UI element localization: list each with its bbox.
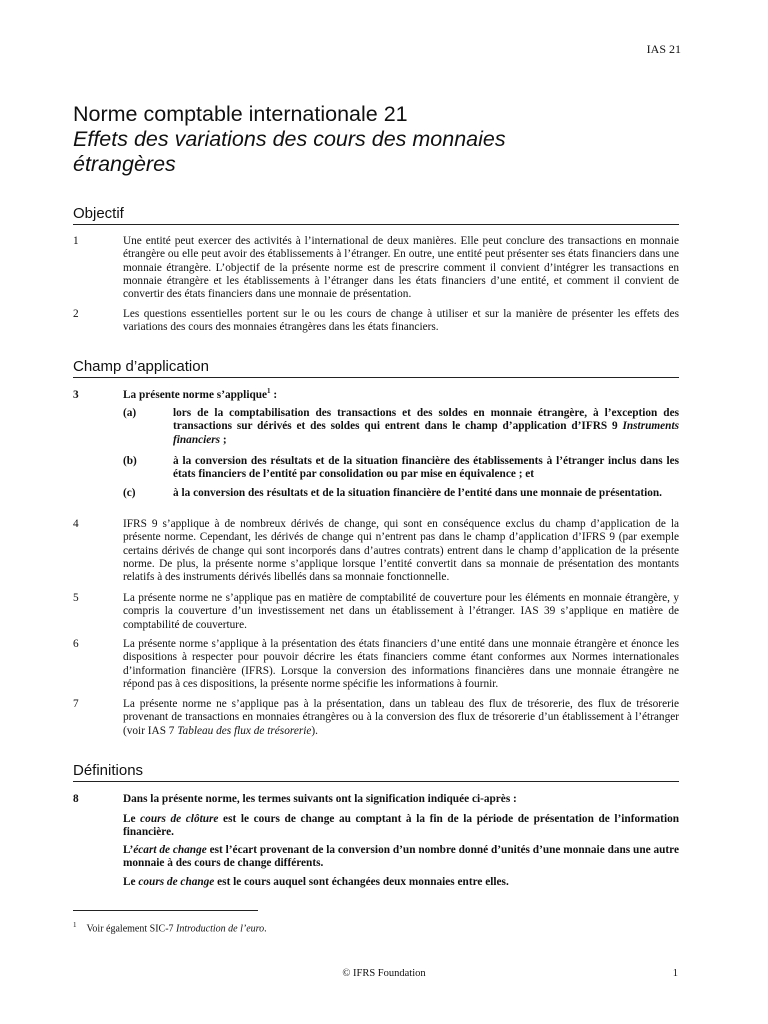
paragraph-lead: La présente norme s’applique (123, 389, 268, 401)
scope-item-c (123, 487, 679, 500)
italic-title: Tableau des flux de trésorerie (177, 724, 312, 737)
paragraph-6 (73, 638, 679, 691)
paragraph-3 (73, 389, 679, 402)
item-label: (b) (123, 455, 137, 467)
paragraph-2 (73, 308, 679, 335)
defined-term: cours de change (138, 876, 215, 888)
paragraph-number: 5 (73, 592, 79, 604)
definition-ecart-de-change: L’écart de change est l’écart provenant de la conversion d’un nombre donné d’unités d’une monnaie dans une autre monnaie à des cours de change différents. (123, 844, 679, 870)
section-heading-definitions: Définitions (73, 762, 679, 782)
paragraph-8 (73, 793, 679, 806)
paragraph-5 (73, 592, 679, 632)
paragraph-text (123, 389, 679, 402)
paragraph-text: La présente norme ne s’applique pas en matière de comptabilité de couverture pour les éléments en monnaie étrangère, y compris la couverture d’un investissement net dans un établissement à l’étranger. IAS 39 s’applique en matière de comptabilité de couverture. (123, 592, 679, 631)
page-title: Norme comptable internationale 21 (73, 102, 408, 126)
scope-item-a (123, 407, 679, 447)
section-heading-champ: Champ d’application (73, 358, 679, 378)
title-block (73, 102, 693, 177)
paragraph-text: IFRS 9 s’applique à de nombreux dérivés de change, qui sont en conséquence exclus du champ d’application de la présente norme. Cependant, les dérivés de change qui n’entrent pas dans le champ d’application d’IFRS 9 (par exemple certains dérivés de change qui sont incorporés dans d’autres contrats) entrent dans le champ d’application de la présente norme. De plus, la présente norme s’applique lorsque l’entité convertit dans sa monnaie de présentation des montants relatifs à des instruments dérivés libellés dans sa monnaie fonctionnelle. (123, 518, 679, 584)
item-label: (c) (123, 487, 136, 499)
italic-title: Introduction de l’euro (176, 923, 265, 935)
section-heading-objectif: Objectif (73, 205, 679, 225)
defined-term: écart de change (133, 844, 207, 856)
page-subtitle-line1: Effets des variations des cours des monnaies (73, 127, 506, 151)
definition-cours-de-change: Le cours de change est le cours auquel sont échangées deux monnaies entre elles. (123, 876, 509, 888)
paragraph-number: 4 (73, 518, 79, 530)
page-number: 1 (672, 968, 678, 979)
paragraph-7 (73, 698, 679, 738)
footnote: $^1$ Voir également SIC-7 Introduction de l’euro. (73, 921, 267, 935)
item-text: à la conversion des résultats et de la situation financière des établissements à l’étranger inclus dans les états financiers de l’entité par consolidation ou par mise en équivalence ; et (173, 455, 679, 481)
colon: : (270, 389, 278, 401)
footnote-ref[interactable]: 1 (267, 387, 271, 396)
paragraph-text: Les questions essentielles portent sur le ou les cours de change à utiliser et sur la manière de présenter les effets des variations des cours des monnaies étrangères dans les états financiers. (123, 308, 679, 334)
paragraph-4 (73, 518, 679, 584)
paragraph-1 (73, 235, 679, 301)
paragraph-text: La présente norme s’applique à la présentation des états financiers d’une entité dans une monnaie étrangère et énonce les dispositions à respecter pour pouvoir décrire les états financiers comme étant conformes aux Normes internationales d’information financière (IFRS). Lorsque la conversion des informations financières dans une monnaie étrangère ne répond pas à ces dispositions, la présente norme spécifie les informations à fournir. (123, 638, 679, 690)
paragraph-number: 1 (73, 235, 79, 247)
paragraph-number: 7 (73, 698, 79, 710)
defined-term: cours de clôture (140, 813, 219, 825)
paragraph-number: 3 (73, 389, 79, 401)
paragraph-number: 6 (73, 638, 79, 650)
item-text: lors de la comptabilisation des transactions et des soldes en monnaie étrangère, à l’exception des transactions sur dérivés et des soldes qui entrent dans le champ d’application d’IFRS 9 Instruments financiers ; (173, 407, 679, 446)
paragraph-number: 2 (73, 308, 79, 320)
scope-item-b (123, 455, 679, 482)
footer-copyright: © IFRS Foundation (342, 968, 426, 979)
item-label: (a) (123, 407, 137, 419)
paragraph-text: Dans la présente norme, les termes suivants ont la signification indiquée ci-après : (123, 793, 517, 805)
paragraph-number: 8 (73, 793, 79, 805)
paragraph-text: Une entité peut exercer des activités à l’international de deux manières. Elle peut conclure des transactions en monnaie étrangère ou elle peut avoir des établissements à l’étranger. En outre, une entité peut présenter ses états financiers dans une monnaie étrangère. L’objectif de la présente norme est de prescrire comment il convient d’intégrer les transactions en monnaie étrangère et les établissements à l’étranger dans les états financiers d’une entité, et comment il convient de convertir des états financiers dans une monnaie de présentation. (123, 235, 679, 301)
item-text: à la conversion des résultats et de la situation financière de l’entité dans une monnaie de présentation. (173, 487, 662, 499)
definition-cours-de-cloture: Le cours de clôture est le cours de change au comptant à la fin de la période de présentation de l’information financière. (123, 813, 680, 839)
footnote-divider (73, 910, 258, 911)
italic-title: Instruments financiers (173, 420, 679, 446)
footnote-number: 1 (73, 921, 77, 929)
page-subtitle-line2: étrangères (73, 152, 176, 176)
document-reference: IAS 21 (646, 42, 681, 56)
paragraph-text: La présente norme ne s’applique pas à la présentation, dans un tableau des flux de trésorerie, des flux de trésorerie provenant de transactions en monnaies étrangères ou à la conversion des flux de trésorerie d’un établissement à l’étranger (voir IAS 7 Tableau des flux de trésorerie). (123, 698, 679, 737)
